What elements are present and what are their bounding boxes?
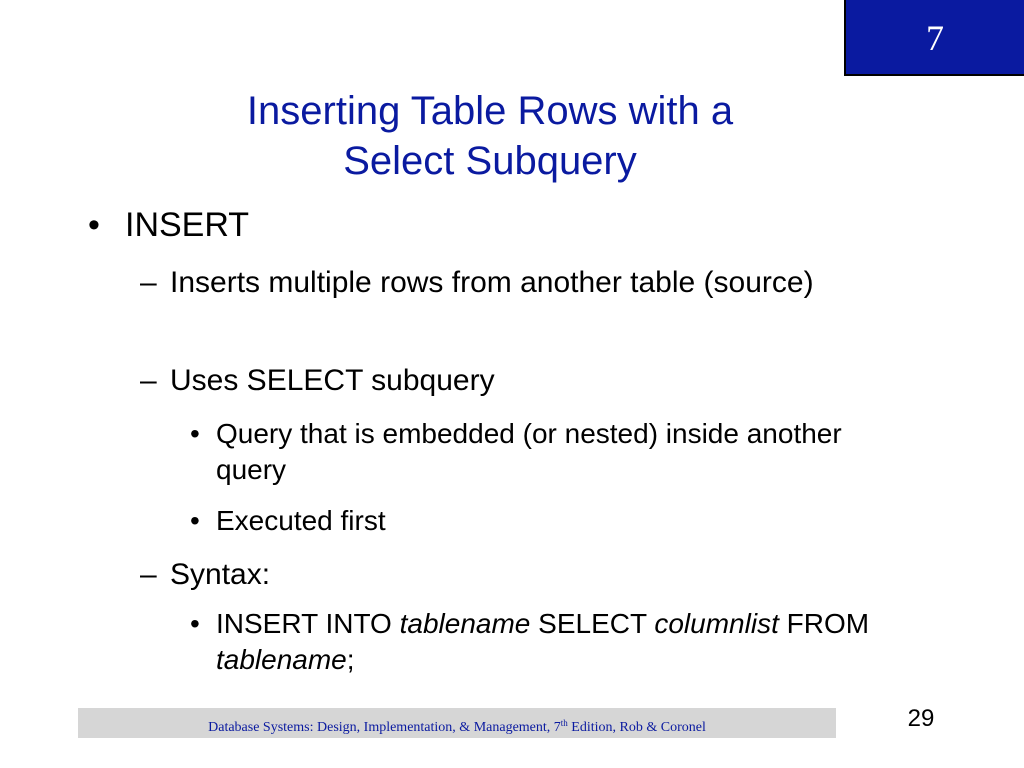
bullet-insert-text: INSERT bbox=[125, 206, 250, 244]
bullet-mark: • bbox=[190, 608, 200, 639]
syntax-placeholder-columnlist: columnlist bbox=[654, 608, 779, 639]
slide-title bbox=[140, 86, 840, 186]
syntax-placeholder-tablename: tablename bbox=[399, 608, 531, 639]
point-text: Query that is embedded (or nested) inside another query bbox=[216, 418, 842, 485]
dash-mark: – bbox=[140, 558, 157, 591]
dash-mark: – bbox=[140, 364, 157, 397]
syntax-keyword-insert-into: INSERT INTO bbox=[216, 608, 400, 639]
point-text: Executed first bbox=[216, 505, 386, 536]
footer-text-after: Edition, Rob & Coronel bbox=[567, 720, 706, 735]
syntax-keyword-select: SELECT bbox=[530, 608, 655, 639]
slide-title-line-1: Inserting Table Rows with a bbox=[246, 89, 734, 133]
slide-title-line-2: Select Subquery bbox=[343, 139, 637, 183]
footer-citation bbox=[78, 708, 836, 738]
bullet-mark: • bbox=[88, 206, 100, 244]
syntax-placeholder-tablename-2: tablename bbox=[216, 644, 347, 675]
bullet-mark: • bbox=[190, 505, 200, 536]
sub-item-text: Uses SELECT subquery bbox=[170, 364, 495, 397]
chapter-number-badge: 7 bbox=[844, 0, 1024, 76]
syntax-semicolon: ; bbox=[346, 644, 355, 675]
bullet-mark: • bbox=[190, 418, 200, 449]
footer-superscript: th bbox=[560, 718, 568, 728]
dash-mark: – bbox=[140, 266, 157, 299]
syntax-statement bbox=[216, 606, 906, 678]
sub-item-text: Syntax: bbox=[170, 558, 271, 591]
footer-text-before: Database Systems: Design, Implementation, & Management, 7 bbox=[208, 720, 561, 735]
sub-item-text: Inserts multiple rows from another table (source) bbox=[170, 266, 814, 299]
page-number: 29 bbox=[907, 705, 935, 732]
syntax-keyword-from: FROM bbox=[778, 608, 870, 639]
